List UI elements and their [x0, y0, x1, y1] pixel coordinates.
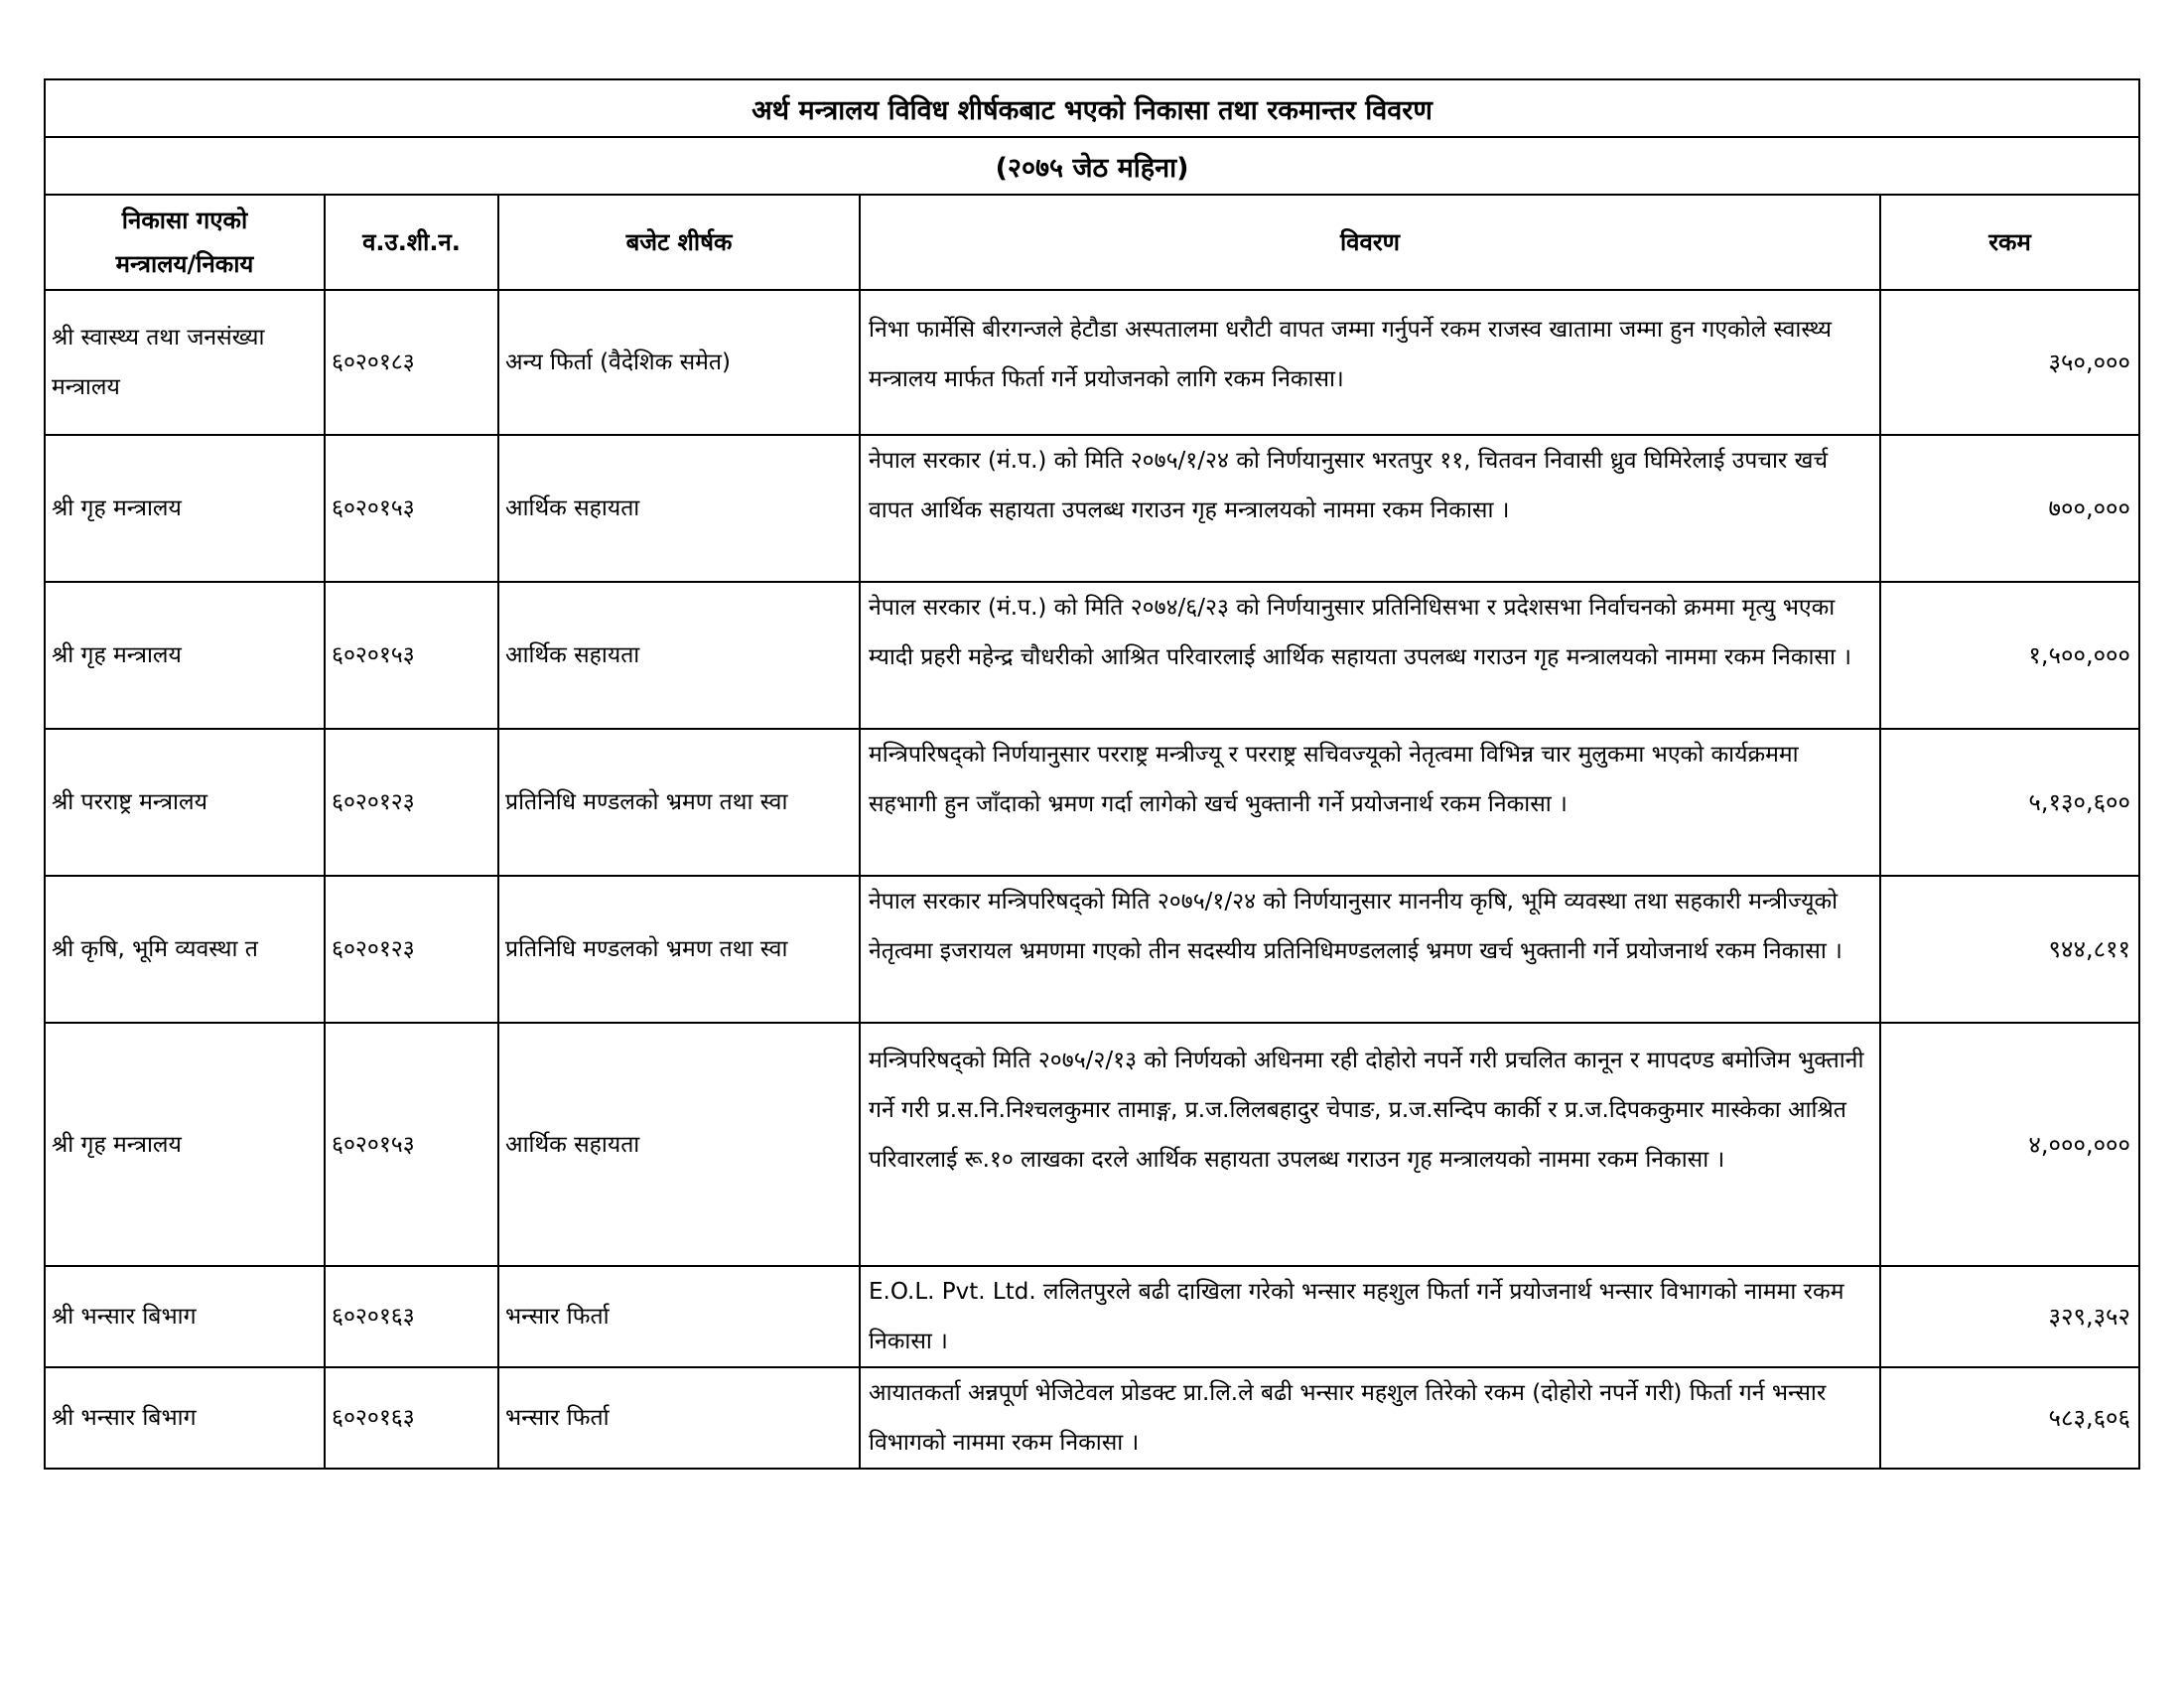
description-cell: नेपाल सरकार मन्त्रिपरिषद्को मिति २०७५/१/२४ को निर्णयानुसार माननीय कृषि, भूमि व्यवस्था तथा सहकारी मन्त्रीज्यूको नेतृत्वमा इजरायल भ्रमणमा गएको तीन सदस्यीय प्रतिनिधिमण्डललाई भ्रमण खर्च भुक्तानी गर्ने प्रयोजनार्थ रकम निकासा । — [860, 876, 1880, 1023]
budget-head-cell: भन्सार फिर्ता — [498, 1367, 860, 1469]
table-row — [45, 290, 2139, 435]
budget-head-cell: आर्थिक सहायता — [498, 1023, 860, 1266]
budget-head-cell: प्रतिनिधि मण्डलको भ्रमण तथा स्वा — [498, 876, 860, 1023]
amount-cell: ४,०००,००० — [1880, 1023, 2139, 1266]
table-row — [45, 435, 2139, 582]
budget-head-cell: अन्य फिर्ता (वैदेशिक समेत) — [498, 290, 860, 435]
table-row — [45, 582, 2139, 729]
description-cell: नेपाल सरकार (मं.प.) को मिति २०७४/६/२३ को निर्णयानुसार प्रतिनिधिसभा र प्रदेशसभा निर्वाचनको क्रममा मृत्यु भएका म्यादी प्रहरी महेन्द्र चौधरीको आश्रित परिवारलाई आर्थिक सहायता उपलब्ध गराउन गृह मन्त्रालयको नाममा रकम निकासा । — [860, 582, 1880, 729]
budget-head-cell: भन्सार फिर्ता — [498, 1266, 860, 1367]
code-cell: ६०२०१५३ — [325, 435, 498, 582]
title-row — [45, 79, 2139, 137]
code-cell: ६०२०१२३ — [325, 876, 498, 1023]
code-cell: ६०२०१५३ — [325, 1023, 498, 1266]
description-cell: नेपाल सरकार (मं.प.) को मिति २०७५/१/२४ को निर्णयानुसार भरतपुर ११, चितवन निवासी ध्रुव घिमिरेलाई उपचार खर्च वापत आर्थिक सहायता उपलब्ध गराउन गृह मन्त्रालयको नाममा रकम निकासा । — [860, 435, 1880, 582]
ministry-cell: श्री गृह मन्त्रालय — [45, 435, 325, 582]
header-row — [45, 195, 2139, 290]
table-row — [45, 1023, 2139, 1266]
table-row — [45, 1367, 2139, 1469]
ministry-cell: श्री गृह मन्त्रालय — [45, 582, 325, 729]
ministry-cell: श्री भन्सार बिभाग — [45, 1367, 325, 1469]
header-code: व.उ.शी.न. — [325, 195, 498, 290]
code-cell: ६०२०१८३ — [325, 290, 498, 435]
code-cell: ६०२०१२३ — [325, 729, 498, 876]
ministry-cell: श्री परराष्ट्र मन्त्रालय — [45, 729, 325, 876]
header-ministry — [45, 195, 325, 290]
description-cell: निभा फार्मेसि बीरगन्जले हेटौडा अस्पतालमा धरौटी वापत जम्मा गर्नुपर्ने रकम राजस्व खातामा जम्मा हुन गएकोले स्वास्थ्य मन्त्रालय मार्फत फिर्ता गर्ने प्रयोजनको लागि रकम निकासा। — [860, 290, 1880, 435]
ministry-cell: श्री स्वास्थ्य तथा जनसंख्या मन्त्रालय — [45, 290, 325, 435]
table-row — [45, 876, 2139, 1023]
document-subtitle: (२०७५ जेठ महिना) — [45, 137, 2139, 195]
header-ministry-line1: निकासा गएको — [121, 207, 248, 234]
budget-head-cell: आर्थिक सहायता — [498, 582, 860, 729]
table-row — [45, 729, 2139, 876]
description-cell: आयातकर्ता अन्नपूर्ण भेजिटेवल प्रोडक्ट प्रा.लि.ले बढी भन्सार महशुल तिरेको रकम (दोहोरो नपर्ने गरी) फिर्ता गर्न भन्सार विभागको नाममा रकम निकासा । — [860, 1367, 1880, 1469]
header-description: विवरण — [860, 195, 1880, 290]
amount-cell: ३५०,००० — [1880, 290, 2139, 435]
amount-cell: १,५००,००० — [1880, 582, 2139, 729]
amount-cell: ७००,००० — [1880, 435, 2139, 582]
ministry-cell: श्री कृषि, भूमि व्यवस्था त — [45, 876, 325, 1023]
code-cell: ६०२०१५३ — [325, 582, 498, 729]
description-cell: E.O.L. Pvt. Ltd. ललितपुरले बढी दाखिला गरेको भन्सार महशुल फिर्ता गर्ने प्रयोजनार्थ भन्सार विभागको नाममा रकम निकासा । — [860, 1266, 1880, 1367]
table-row — [45, 1266, 2139, 1367]
amount-cell: ३२९,३५२ — [1880, 1266, 2139, 1367]
description-cell: मन्त्रिपरिषद्को मिति २०७५/२/१३ को निर्णयको अधिनमा रही दोहोरो नपर्ने गरी प्रचलित कानून र मापदण्ड बमोजिम भुक्तानी गर्ने गरी प्र.स.नि.निश्चलकुमार तामाङ्ग, प्र.ज.लिलबहादुर चेपाङ, प्र.ज.सन्दिप कार्की र प्र.ज.दिपककुमार मास्केका आश्रित परिवारलाई रू.१० लाखका दरले आर्थिक सहायता उपलब्ध गराउन गृह मन्त्रालयको नाममा रकम निकासा । — [860, 1023, 1880, 1266]
budget-head-cell: प्रतिनिधि मण्डलको भ्रमण तथा स्वा — [498, 729, 860, 876]
ministry-cell: श्री भन्सार बिभाग — [45, 1266, 325, 1367]
header-ministry-line2: मन्त्रालय/निकाय — [115, 250, 254, 278]
code-cell: ६०२०१६३ — [325, 1266, 498, 1367]
ministry-cell: श्री गृह मन्त्रालय — [45, 1023, 325, 1266]
amount-cell: ५,१३०,६०० — [1880, 729, 2139, 876]
header-budget-head: बजेट शीर्षक — [498, 195, 860, 290]
disbursement-table — [44, 78, 2140, 1470]
subtitle-row — [45, 137, 2139, 195]
header-amount: रकम — [1880, 195, 2139, 290]
document-title: अर्थ मन्त्रालय विविध शीर्षकबाट भएको निकासा तथा रकमान्तर विवरण — [45, 79, 2139, 137]
code-cell: ६०२०१६३ — [325, 1367, 498, 1469]
amount-cell: ५८३,६०६ — [1880, 1367, 2139, 1469]
amount-cell: ९४४,८११ — [1880, 876, 2139, 1023]
budget-head-cell: आर्थिक सहायता — [498, 435, 860, 582]
description-cell: मन्त्रिपरिषद्को निर्णयानुसार परराष्ट्र मन्त्रीज्यू र परराष्ट्र सचिवज्यूको नेतृत्वमा विभिन्न चार मुलुकमा भएको कार्यक्रममा सहभागी हुन जाँदाको भ्रमण गर्दा लागेको खर्च भुक्तानी गर्ने प्रयोजनार्थ रकम निकासा । — [860, 729, 1880, 876]
